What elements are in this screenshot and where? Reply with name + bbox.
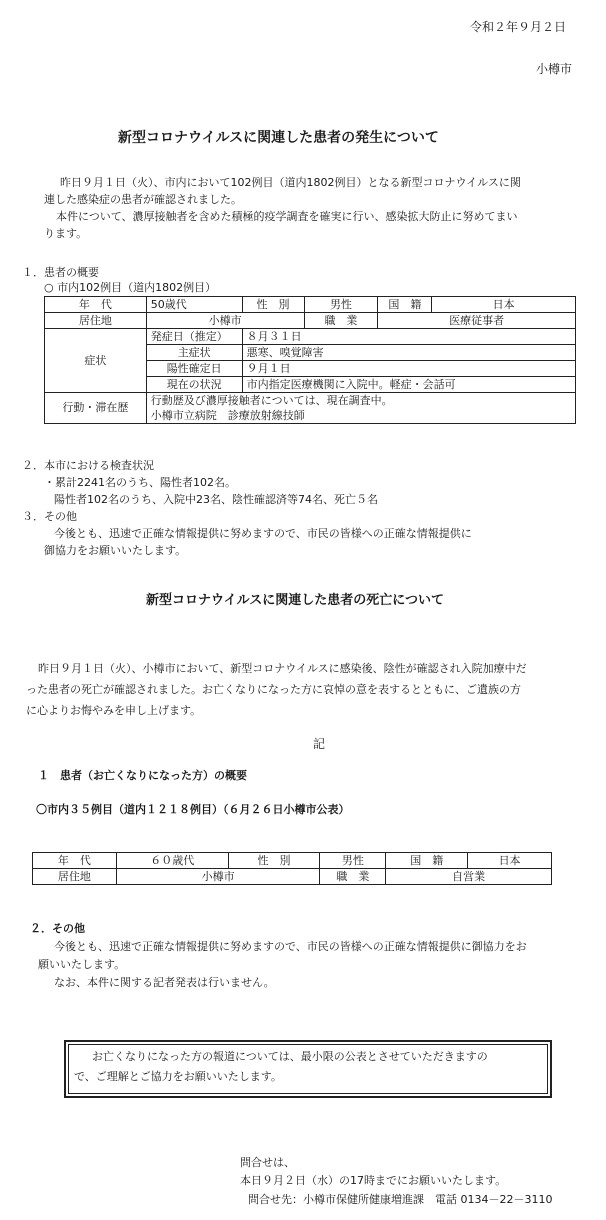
contact-info: 問合せ先：小樽市保健所健康増進課 電話 0134－22－3110 — [248, 1193, 553, 1206]
cell-res-label: 居住地 — [33, 869, 117, 885]
cell-status-label: 現在の状況 — [146, 377, 242, 393]
section-title: 新型コロナウイルスに関連した患者の死亡について — [146, 593, 444, 608]
cell-sex-label: 性 別 — [242, 297, 304, 313]
cell-nat-label: 国 籍 — [378, 297, 432, 313]
cell-activity-label: 行動・滞在歴 — [45, 393, 147, 424]
other-line: 今後とも、迅速で正確な情報提供に努めますので、市民の皆様への正確な情報提供に御協力をお — [54, 940, 527, 953]
date: 令和２年９月２日 — [470, 20, 567, 34]
cell-age: ６０歳代 — [116, 853, 228, 869]
intro-line: ります。 — [44, 227, 88, 240]
cell-age-label: 年 代 — [33, 853, 117, 869]
cell-res-label: 居住地 — [45, 313, 147, 329]
cell-onset-label: 発症日（推定） — [146, 329, 242, 345]
intro-line: 昨日９月１日（火）、市内において102例目（道内1802例目）となる新型コロナウイルスに関 — [60, 176, 521, 189]
contact-line: 本日９月２日（水）の17時までにお願いいたします。 — [240, 1174, 507, 1187]
cell-age: 50歳代 — [146, 297, 242, 313]
notice-line: お亡くなりになった方の報道については、最小限の公表とさせていただきますの — [92, 1050, 488, 1063]
cell-age-label: 年 代 — [45, 297, 147, 313]
patient-table — [44, 296, 576, 424]
intro-line: 本件について、濃厚接触者を含めた積極的疫学調査を確実に行い、感染拡大防止に努めてまい — [56, 210, 518, 223]
cell-activity-1: 行動歴及び濃厚接触者については、現在調査中。 — [146, 393, 575, 409]
deceased-table — [32, 852, 552, 885]
section-heading: ３．その他 — [22, 510, 77, 523]
section-heading: １．患者の概要 — [22, 266, 99, 279]
notice-box — [64, 1040, 552, 1098]
cell-occ: 自営業 — [386, 869, 552, 885]
other-line: 今後とも、迅速で正確な情報提供に努めますので、市民の皆様への正確な情報提供に — [54, 527, 472, 540]
cell-res: 小樽市 — [146, 313, 304, 329]
cell-main: 悪寒、嗅覚障害 — [242, 345, 575, 361]
cell-positive: ９月１日 — [242, 361, 575, 377]
cell-sex: 男性 — [320, 853, 386, 869]
cell-res: 小樽市 — [116, 869, 320, 885]
case-label: 〇市内３５例目（道内１２１８例目）（６月２６日小樽市公表） — [36, 803, 350, 816]
stats-line: 陽性者102名のうち、入院中23名、陰性確認済等74名、死亡５名 — [54, 493, 378, 506]
cell-nat: 日本 — [468, 853, 552, 869]
section-heading: ２．本市における検査状況 — [22, 459, 154, 472]
stats-line: ・累計2241名のうち、陽性者102名。 — [44, 476, 236, 489]
page-title: 新型コロナウイルスに関連した患者の発生について — [118, 130, 439, 146]
intro-line: った患者の死亡が確認されました。お亡くなりになった方に哀悼の意を表するとともに、ご遺族の方 — [26, 683, 521, 696]
other-line: 御協力をお願いいたします。 — [44, 544, 187, 557]
cell-symptom-label: 症状 — [45, 329, 147, 393]
cell-occ-label: 職 業 — [304, 313, 378, 329]
cell-sex: 男性 — [304, 297, 378, 313]
other-line: なお、本件に関する記者発表は行いません。 — [54, 976, 275, 989]
cell-occ-label: 職 業 — [320, 869, 386, 885]
other-line: 願いいたします。 — [38, 958, 126, 971]
cell-main-label: 主症状 — [146, 345, 242, 361]
cell-activity-2: 小樽市立病院 診療放射線技師 — [146, 408, 575, 424]
cell-sex-label: 性 別 — [228, 853, 320, 869]
cell-status: 市内指定医療機関に入院中。軽症・会話可 — [242, 377, 575, 393]
section-heading: １ 患者（お亡くなりになった方）の概要 — [38, 769, 247, 782]
cell-positive-label: 陽性確定日 — [146, 361, 242, 377]
case-label: ○ 市内102例目（道内1802例目） — [44, 281, 217, 294]
issuer: 小樽市 — [536, 62, 573, 76]
intro-line: 昨日９月１日（火）、小樽市において、新型コロナウイルスに感染後、陰性が確認され入院加療中だ — [38, 662, 527, 675]
contact-line: 問合せは、 — [240, 1156, 295, 1169]
intro-line: 連した感染症の患者が確認されました。 — [44, 193, 242, 206]
notice-line: で、ご理解とご協力をお願いいたします。 — [74, 1070, 282, 1083]
cell-nat: 日本 — [432, 297, 576, 313]
intro-line: に心よりお悔やみを申し上げます。 — [26, 704, 202, 717]
cell-onset: ８月３１日 — [242, 329, 575, 345]
cell-nat-label: 国 籍 — [386, 853, 468, 869]
cell-occ: 医療従事者 — [378, 313, 576, 329]
section-heading: ２．その他 — [30, 922, 85, 935]
ki-mark: 記 — [313, 737, 326, 751]
